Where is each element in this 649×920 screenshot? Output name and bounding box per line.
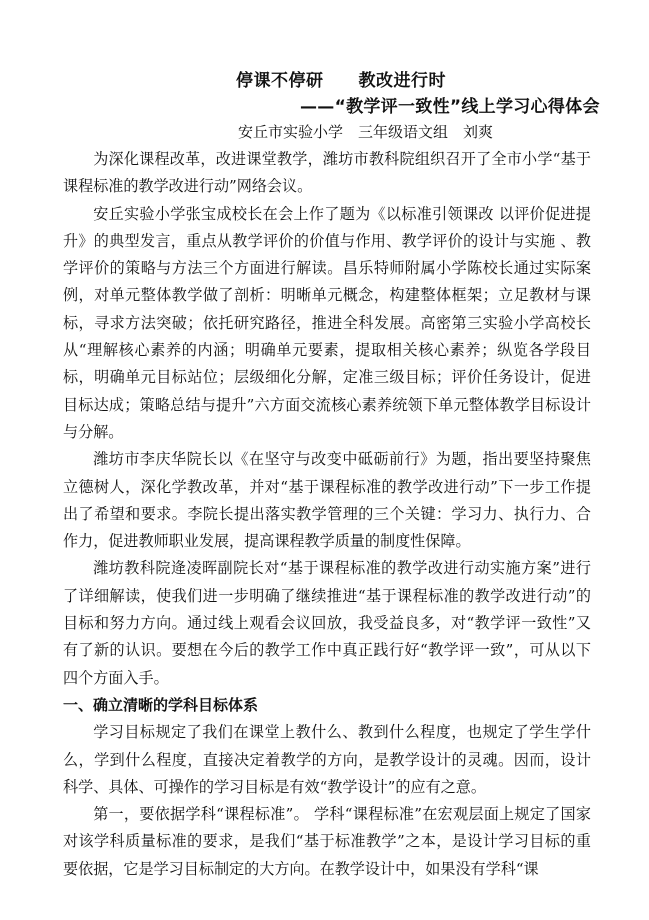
dean-speech-paragraph: 潍坊市李庆华院长以《在坚守与改变中砥砺前行》为题，指出要坚持聚焦立德树人，深化学教改革，并对“基于课程标准的教学改进行动”下一步工作提出了希望和要求。李院长提出落实教学管理的三个关键：学习力、执行力、合作力，促进教师职业发展，提高课程教学质量的制度性保障。 [63, 450, 591, 551]
document-body [63, 146, 591, 883]
author-line: 安丘市实验小学 三年级语文组 刘爽 [238, 123, 494, 141]
document-subtitle: ——“教学评一致性”线上学习心得体会 [300, 97, 600, 117]
plan-interpretation-paragraph: 潍坊教科院逄凌晖副院长对“基于课程标准的教学改进行动实施方案”进行了详细解读，使我们进一步明确了继续推进“基于课程标准的教学改进行动”的目标和努力方向。通过线上观看会议回放，我受益良多，对“教学评一致性”又有了新的认识。要想在今后的教学工作中真正践行好“教学评一致”，可从以下四个方面入手。 [63, 559, 591, 687]
section-heading: 一、确立清晰的学科目标体系 [63, 695, 259, 714]
intro-paragraph: 为深化课程改革，改进课堂教学，潍坊市教科院组织召开了全市小学“基于课程标准的教学改进行动”网络会议。 [63, 150, 591, 196]
section-paragraph: 第一，要依据学科“课程标准”。 学科“课程标准”在宏观层面上规定了国家对该学科质量标准的要求，是我们“基于标准教学”之本，是设计学习目标的重要依据，它是学习目标制定的大方向。在教学设计中，如果没有学科“课 [63, 805, 591, 878]
speech-summary-paragraph: 安丘实验小学张宝成校长在会上作了题为《以标准引领课改 以评价促进提升》的典型发言，重点从教学评价的价值与作用、教学评价的设计与实施 、教学评价的策略与方法三个方面进行解读。昌乐特师附属小学陈校长通过实际案例，对单元整体教学做了剖析：明晰单元概念，构建整体框架；立足教材与课标，寻求方法突破；依托研究路径，推进全科发展。高密第三实验小学高校长从“理解核心素养的内涵；明确单元要素，提取相关核心素养；纵览各学段目标，明确单元目标站位；层级细化分解，定准三级目标；评价任务设计，促进目标达成；策略总结与提升”六方面交流核心素养统领下单元整体教学目标设计与分解。 [63, 204, 591, 441]
document-title: 停课不停研 教改进行时 [236, 71, 446, 91]
section-paragraph: 学习目标规定了我们在课堂上教什么、教到什么程度，也规定了学生学什么，学到什么程度，直接决定着教学的方向，是教学设计的灵魂。因而，设计科学、具体、可操作的学习目标是有效“教学设计”的应有之意。 [63, 723, 591, 796]
